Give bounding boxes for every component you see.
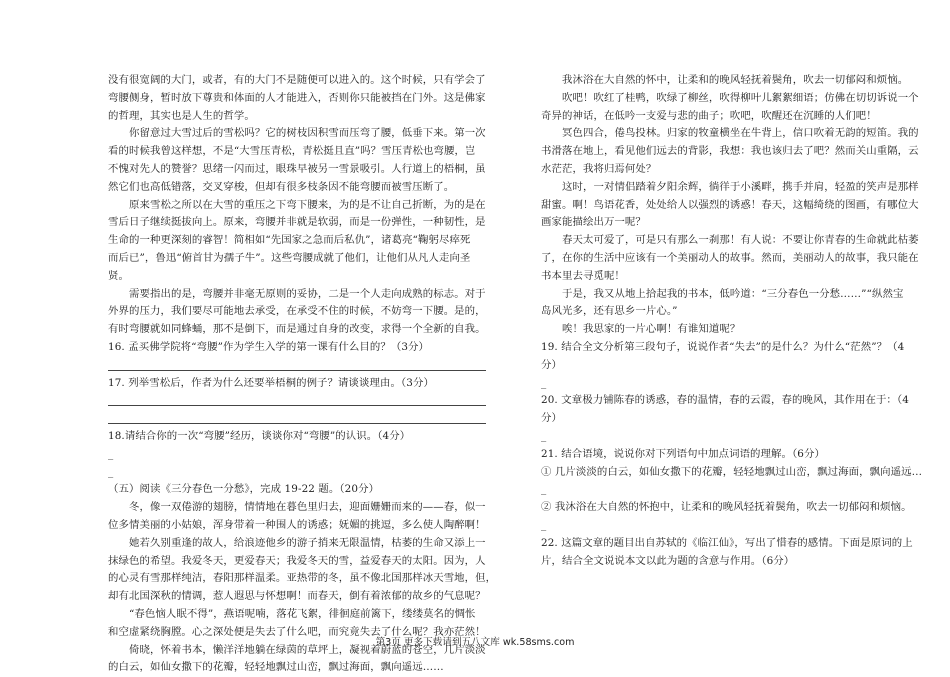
answer-line bbox=[108, 357, 486, 375]
text-line: 岛风光多，还有思乡一片心。” bbox=[541, 305, 678, 318]
text-line: 我沐浴在大自然的怀中，让柔和的晚风轻抚着鬓角，吹去一切郁闷和烦恼。 bbox=[562, 74, 909, 86]
text-line: 18.请结合你的一次“弯腰”经历，谈谈你对“弯腰”的认识。（4分） bbox=[108, 429, 411, 442]
text-line: 书本里去寻觅呢！ bbox=[541, 269, 625, 282]
text-line: 位多情美丽的小姑娘，浑身带着一种围人的诱惑；妩媚的挑逗，多么使人陶醉啊！ bbox=[108, 518, 486, 531]
text-line: 原来雪松之所以在大雪的重压之下弯下腰来，为的是不让自己折断，为的是在 bbox=[129, 198, 486, 211]
text-line: 外界的压力，我们要尽可能地去承受，在承受不住的时候，不妨弯一下腰。是的， bbox=[108, 305, 486, 318]
text-line: 雪后日子继续挺拔向上。原来，弯腰并非就是软弱，而是一份弹性，一种韧性，是 bbox=[108, 216, 486, 229]
answer-line bbox=[108, 392, 486, 410]
answer-blank: _ bbox=[108, 465, 114, 478]
answer-blank: _ bbox=[541, 483, 547, 496]
text-line: 和空虚紧绕胸膛。心之深处便是失去了什么吧，而究竟失去了什么呢？我亦茫然！ bbox=[108, 625, 486, 638]
text-line: 有时弯腰就如同蜂蛹，那不是倒下，而是通过自身的改变，求得一个全新的自我。 bbox=[108, 323, 486, 336]
text-line: 21. 结合语境，说说你对下列语句中加点词语的理解。（6分） bbox=[541, 447, 826, 460]
answer-blank: _ bbox=[541, 429, 547, 442]
text-line: 她若久别重逢的故人，给浪迹他乡的游子捎来无限温情，枯萎的生命又添上一 bbox=[129, 536, 486, 549]
text-line: 书滑落在地上，看见他们远去的背影，我想：我也该归去了吧？然而关山重隔，云 bbox=[541, 145, 919, 158]
text-line: “春色恼人眠不得”，燕语呢喃，落花飞絮，徘徊庭前篱下，缕缕莫名的惆怅 bbox=[129, 607, 476, 620]
text-line: 16. 孟买佛学院将“弯腰”作为学生入学的第一课有什么目的？（3分） bbox=[108, 340, 430, 353]
text-line: 分） bbox=[541, 358, 562, 371]
text-line: 然它们也高低错落，交叉穿梭，但却有很多枝条因不能弯腰而被雪压断了。 bbox=[108, 180, 455, 193]
text-line: 片，结合全文说说本文以此为题的含意与作用。（6分） bbox=[541, 554, 795, 567]
text-line: 冥色四合，倦鸟投林。归家的牧童横坐在牛背上，信口吹着无韵的短笛。我的 bbox=[562, 127, 919, 140]
text-line: 的哲理，其实也是人生的哲学。 bbox=[108, 109, 255, 122]
answer-blank: _ bbox=[108, 447, 114, 460]
text-line: 需要指出的是，弯腰并非毫无原则的妥协，二是一个人走向成熟的标志。对于 bbox=[129, 287, 486, 300]
answer-line bbox=[108, 410, 486, 428]
text-line: 吹吧！吹红了桂鸭，吹绿了柳丝，吹得柳叶儿絮絮细语；仿佛在切切诉说一个 bbox=[562, 91, 919, 104]
text-line: （五）阅读《三分春色一分愁》，完成 19-22 题。（20分） bbox=[108, 483, 380, 496]
text-line: 唉！我思家的一片心啊！有谁知道呢？ bbox=[562, 323, 741, 336]
text-line: 这时，一对情侣踏着夕阳余辉，徜徉于小溪畔，携手并肩，轻盈的笑声是那样 bbox=[562, 180, 919, 193]
text-line: 看的时候我曾这样想，不是“大雪压青松，青松挺且直”吗？雪压青松也弯腰，岂 bbox=[108, 145, 476, 158]
text-line: 水茫茫，我将归焉何处？ bbox=[541, 162, 657, 175]
text-line: 22. 这篇文章的题目出自苏轼的《临江仙》，写出了惜春的感情。下面是原词的上 bbox=[541, 536, 913, 549]
text-line: 分） bbox=[541, 412, 562, 425]
text-line: 画家能描绘出万一呢？ bbox=[541, 216, 646, 229]
text-line: 抹绿色的希望。我爱冬天，更爱春天；我爱冬天的雪，益爱春天的太阳。因为，人 bbox=[108, 554, 486, 567]
right-column bbox=[541, 72, 923, 570]
left-column bbox=[108, 72, 497, 677]
text-line: 了，在你的生活中应该有一个美丽动人的故事。然而，美丽动人的故事，我只能在 bbox=[541, 251, 919, 264]
text-line: ① 几片淡淡的白云，如仙女撒下的花瓣，轻轻地飘过山峦，飘过海面，飘向遥远… bbox=[541, 465, 923, 478]
text-line: 不愧对先人的赞誉？思绪一闪而过，眼珠早被另一雪景吸引。人行道上的梧桐，虽 bbox=[108, 162, 486, 175]
text-line: 冬，像一双倦游的翅膀，情情地在暮色里归去，迎面姗姗而来的——春，似一 bbox=[129, 501, 486, 514]
text-line: 19. 结合全文分析第三段句子，说说作者“失去”的是什么？为什么“茫然”？（4 bbox=[541, 340, 905, 353]
text-line: 你留意过大雪过后的雪松吗？它的树枝因积雪而压弯了腰，低垂下来。第一次 bbox=[129, 127, 486, 140]
text-line: 的白云，如仙女撒下的花瓣，轻轻地飘过山峦，飘过海面，飘向遥远…… bbox=[108, 661, 444, 674]
text-line: 的心灵有雪那样纯洁，春阳那样温柔。亚热带的冬，虽不像北国那样冰天雪地，但， bbox=[108, 572, 497, 585]
text-line: 贤。 bbox=[108, 269, 129, 282]
text-line: 倚晓，怀着书本，懒洋洋地躺在绿茵的草坪上，凝视着蔚蓝的苍空，几片淡淡 bbox=[129, 643, 486, 656]
answer-blank: _ bbox=[541, 376, 547, 389]
text-line: 奇异的神话，在低吟一支爱与悲的曲子；吹吧，吹醒还在沉睡的人们吧！ bbox=[541, 109, 877, 122]
text-line: 没有很宽阔的大门，或者，有的大门不是随便可以进入的。这个时候，只有学会了 bbox=[108, 74, 486, 86]
text-line: 17. 列举雪松后，作者为什么还要举梧桐的例子？请谈谈理由。（3分） bbox=[108, 376, 434, 389]
text-line: 甜蜜。啊！鸟语花香，处处给人以强烈的诱惑！春天，这幅绮绕的图画，有哪位大 bbox=[541, 198, 919, 211]
text-line: 生命的一种更深刻的睿智！简相如“先国家之急而后私仇”，诸葛亮“鞠躬尽瘁死 bbox=[108, 234, 471, 247]
text-line: ② 我沐浴在大自然的怀抱中，让柔和的晚风轻抚着鬓角，吹去一切郁闷和烦恼。 bbox=[541, 501, 912, 514]
text-line: 于是，我又从地上拾起我的书本，低吟道：“三分春色一分愁……”“纵然宝 bbox=[562, 287, 904, 300]
text-line: 弯腰侧身，暂时放下尊贵和体面的人才能进入，否则你只能被挡在门外。这是佛家 bbox=[108, 91, 486, 104]
text-line: 20. 文章极力铺陈春的诱惑，春的温情，春的云霞，春的晚风，其作用在于：（4 bbox=[541, 394, 909, 407]
page-footer: 第3页 更多下载请到五八文库 wk.58sms.com bbox=[375, 637, 575, 648]
text-line: 而后已”，鲁迅“俯首甘为孺子牛”。这些弯腰成就了他们，让他们从凡人走向圣 bbox=[108, 251, 471, 264]
text-line: 却有北国深秋的情调，惹人遐思与怀想啊！而春天，倒有着浓郁的故乡的气息呢？ bbox=[108, 590, 486, 603]
text-line: 春天太可爱了，可是只有那么一刹那！有人说：不要让你青春的生命就此枯萎 bbox=[562, 234, 919, 247]
answer-blank: _ bbox=[541, 518, 547, 531]
